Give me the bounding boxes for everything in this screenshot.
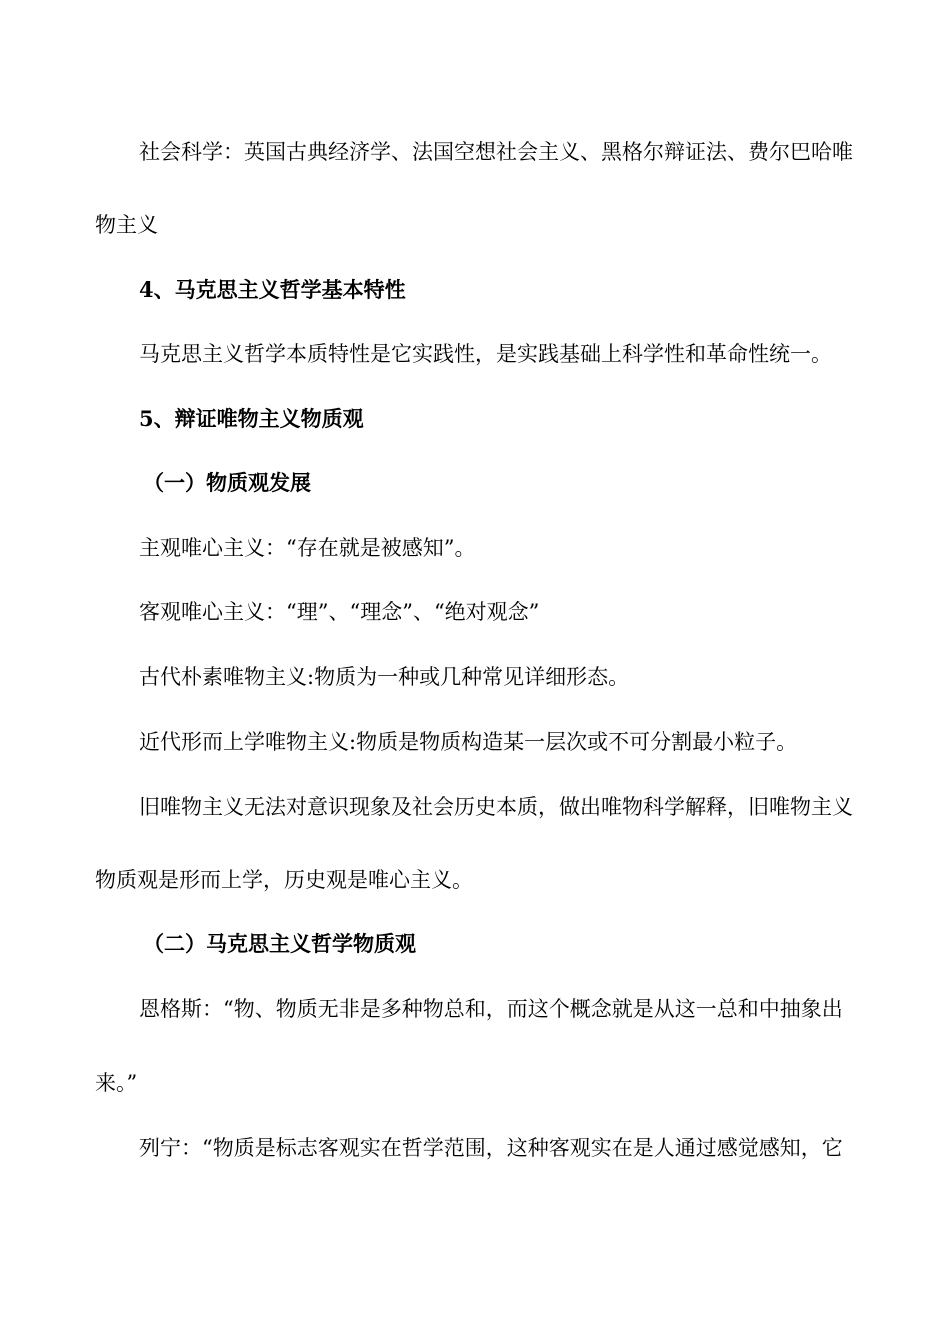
paragraph-old-materialism-cont: 物质观是形而上学，历史观是唯心主义。: [95, 868, 473, 892]
paragraph-objective-idealism: 客观唯心主义：“理”、“理念”、“绝对观念”: [139, 600, 540, 624]
paragraph-engels: 恩格斯：“物、物质无非是多种物总和，而这个概念就是从这一总和中抽象出: [139, 997, 843, 1021]
paragraph-social-science: 社会科学：英国古典经济学、法国空想社会主义、黑格尔辩证法、费尔巴哈唯: [139, 140, 853, 164]
heading-section-5: 5、辩证唯物主义物质观: [139, 406, 364, 431]
paragraph-engels-cont: 来。”: [95, 1071, 138, 1095]
paragraph-subjective-idealism: 主观唯心主义：“存在就是被感知”。: [139, 536, 476, 560]
paragraph-essence: 马克思主义哲学本质特性是它实践性，是实践基础上科学性和革命性统一。: [139, 342, 832, 366]
paragraph-metaphysical-materialism: 近代形而上学唯物主义:物质是物质构造某一层次或不可分割最小粒子。: [139, 730, 798, 754]
subheading-part-2: （二）马克思主义哲学物质观: [143, 931, 416, 956]
paragraph-ancient-materialism: 古代朴素唯物主义:物质为一种或几种常见详细形态。: [139, 665, 630, 689]
subheading-part-1: （一）物质观发展: [143, 470, 311, 495]
paragraph-social-science-cont: 物主义: [95, 213, 158, 237]
paragraph-old-materialism: 旧唯物主义无法对意识现象及社会历史本质，做出唯物科学解释，旧唯物主义: [139, 795, 853, 819]
paragraph-lenin: 列宁：“物质是标志客观实在哲学范围，这种客观实在是人通过感觉感知，它: [139, 1136, 843, 1160]
heading-section-4: 4、马克思主义哲学基本特性: [139, 277, 406, 302]
